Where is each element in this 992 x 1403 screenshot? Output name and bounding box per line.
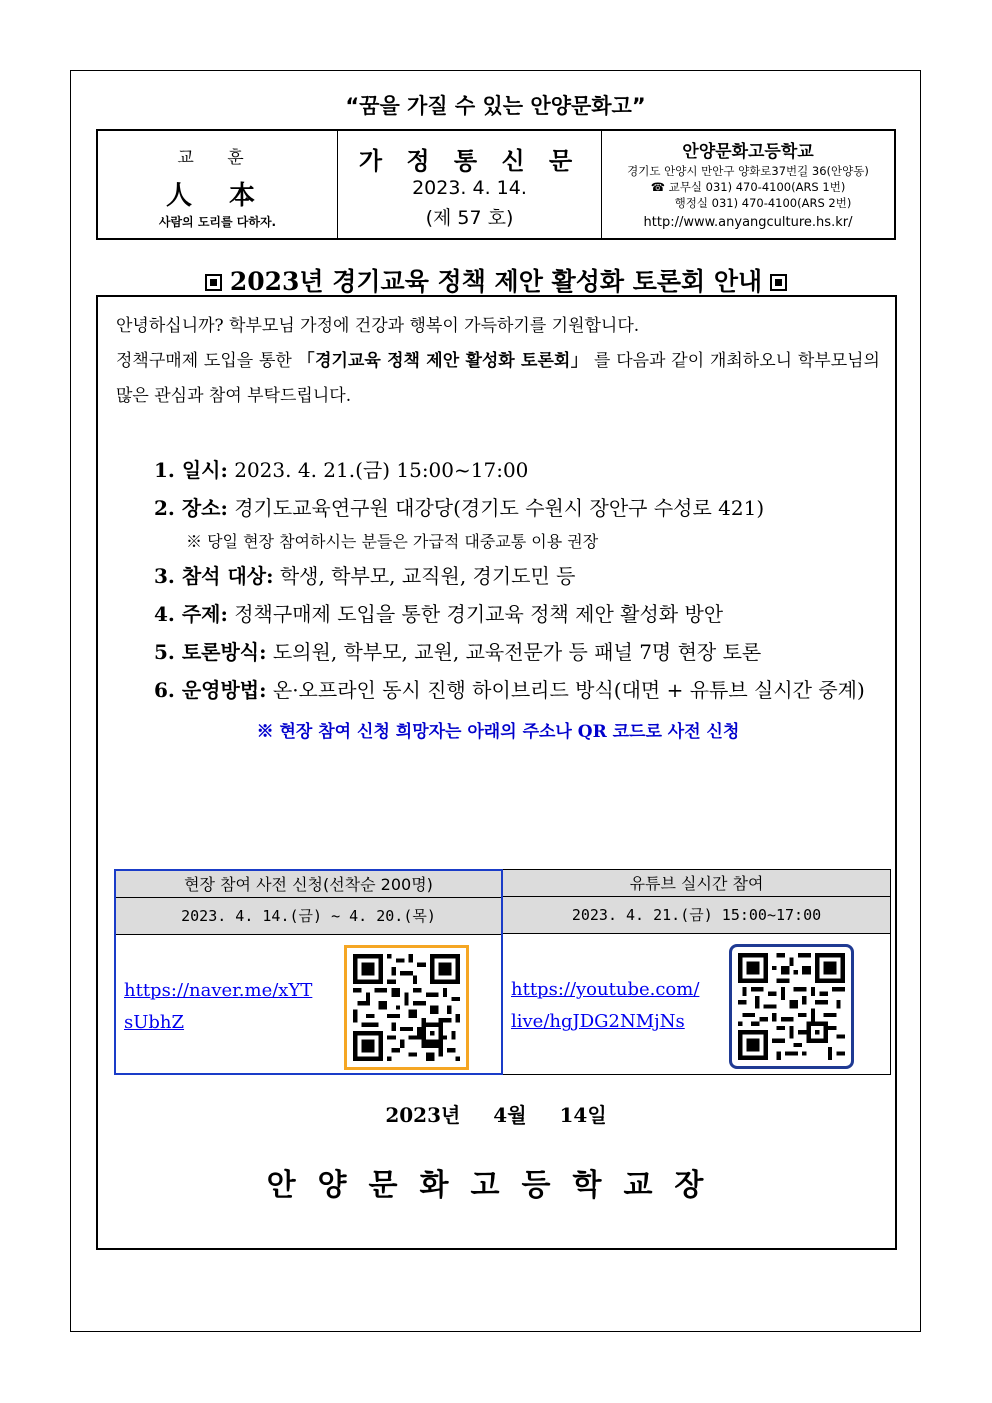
youtube-header: 유튜브 실시간 참여 [503,870,890,897]
youtube-schedule: 2023. 4. 21.(금) 15:00~17:00 [503,897,890,934]
detail-label: 1. 일시: [154,458,228,482]
intro-text-post: 를 다음과 같이 개최하오니 학부모님의 많은 관심과 참여 부탁드립니다. [116,351,880,406]
page-title [96,262,896,298]
onsite-registration-column [114,869,503,1075]
motto-cell [98,131,338,238]
school-address: 경기도 안양시 만안구 양화로37번길 36(안양동) [627,164,869,178]
detail-label: 3. 참석 대상: [154,564,274,588]
detail-label: 2. 장소: [154,496,228,520]
onsite-body [116,935,501,1075]
issue-date: 2023년 4월 14일 [385,1103,607,1127]
qr-code-icon[interactable] [344,945,469,1070]
detail-text: 도의원, 학부모, 교원, 교육전문가 등 패널 7명 현장 토론 [266,640,762,664]
registration-notice: ※ 현장 참여 신청 희망자는 아래의 주소나 QR 코드로 사전 신청 [256,722,740,742]
detail-text: 온·오프라인 동시 진행 하이브리드 방식(대면 + 유튜브 실시간 중계) [266,678,865,702]
onsite-registration-link[interactable]: https://naver.me/xYTsUbhZ [124,980,313,1033]
detail-item [116,451,880,489]
detail-text: 학생, 학부모, 교직원, 경기도민 등 [273,564,576,588]
school-slogan: “꿈을 가질 수 있는 안양문화고” [345,94,646,118]
square-bullet-icon [205,274,222,291]
newsletter-issue: (제 57 호) [425,207,514,229]
phone-admin: 행정실 031) 470-4100(ARS 2번) [674,196,852,210]
event-details [116,451,880,751]
detail-text: 정책구매제 도입을 통한 경기교육 정책 제안 활성화 방안 [227,602,724,626]
intro-invitation [116,344,880,414]
principal-signature: 안양문화고등학교장 [266,1168,726,1203]
detail-item [116,595,880,633]
detail-label: 5. 토론방식: [154,640,267,664]
school-name: 안양문화고등학교 [682,142,814,162]
qr-code-graphic [353,954,460,1061]
square-bullet-icon [770,274,787,291]
youtube-column [503,869,891,1075]
detail-label: 6. 운영방법: [154,678,267,702]
motto-label: 교 훈 [177,148,258,168]
motto-description: 사람의 도리를 다하자. [158,215,277,229]
school-contact [602,163,894,211]
newsletter-cell [338,131,602,238]
newsletter-title: 가 정 통 신 문 [358,147,581,175]
intro-paragraph [116,309,880,414]
detail-text: 2023. 4. 21.(금) 15:00~17:00 [227,458,529,482]
qr-code-graphic [738,953,845,1060]
header-table [96,129,896,240]
detail-item [116,557,880,595]
registration-table [114,869,891,1075]
detail-item [116,489,880,527]
school-website-link[interactable]: http://www.anyangculture.hs.kr/ [643,215,853,230]
page-title-text: 2023년 경기교육 정책 제안 활성화 토론회 안내 [229,267,763,296]
onsite-header: 현장 참여 사전 신청(선착순 200명) [116,871,501,898]
youtube-live-link[interactable]: https://youtube.com/live/hgJDG2NMjNs [511,979,700,1032]
forum-name: 「경기교육 정책 제안 활성화 토론회」 [297,351,589,371]
phone-office: ☎ 교무실 031) 470-4100(ARS 1번) [650,180,846,194]
school-info-cell [602,131,894,238]
intro-text-pre: 정책구매제 도입을 통한 [116,351,298,371]
youtube-body [503,934,890,1074]
detail-text: 경기도교육연구원 대강당(경기도 수원시 장안구 수성로 421) [227,496,765,520]
detail-item [116,671,880,709]
intro-greeting: 안녕하십니까? 학부모님 가정에 건강과 행복이 가득하기를 기원합니다. [116,316,640,336]
onsite-period: 2023. 4. 14.(금) ~ 4. 20.(목) [116,898,501,935]
newsletter-date: 2023. 4. 14. [412,177,527,199]
motto: 人 本 [165,181,270,211]
qr-code-icon[interactable] [729,944,854,1069]
detail-item [116,633,880,671]
detail-label: 4. 주제: [154,602,228,626]
transport-note: ※ 당일 현장 참여하시는 분들은 가급적 대중교통 이용 권장 [186,532,599,551]
